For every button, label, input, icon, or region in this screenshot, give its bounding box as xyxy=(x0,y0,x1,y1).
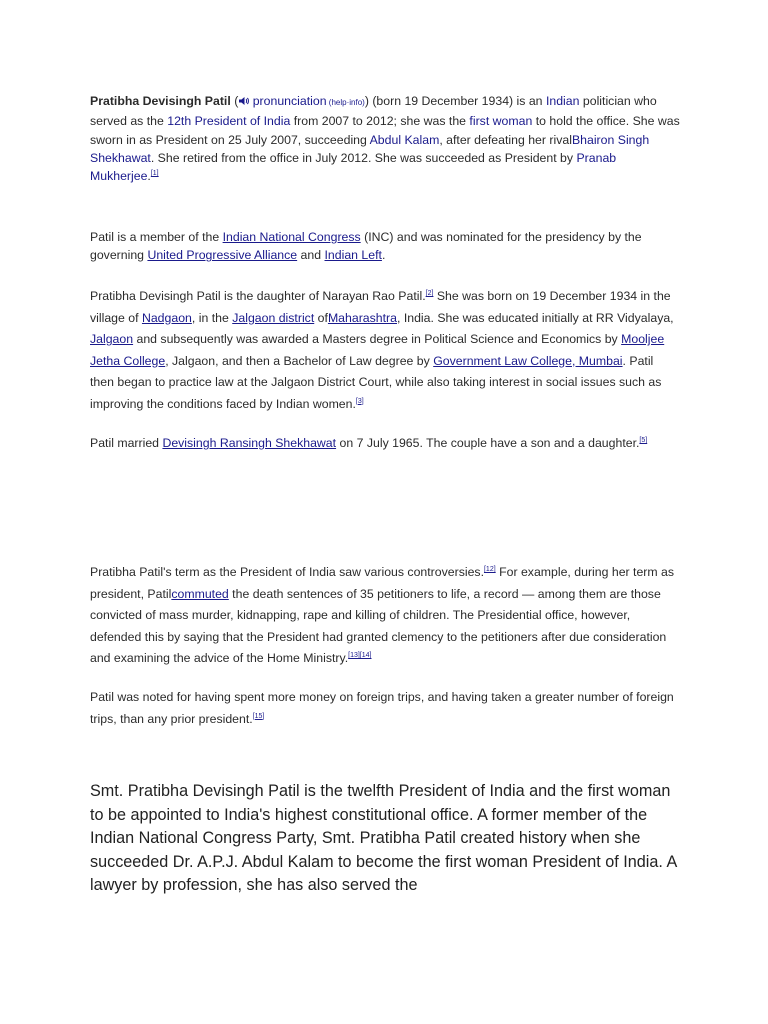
citation-ref[interactable]: [1] xyxy=(150,170,159,178)
citation-ref[interactable]: [5] xyxy=(639,437,648,444)
text-run: ( xyxy=(230,94,239,108)
text-run: . xyxy=(147,169,151,184)
indian-left-link[interactable]: Indian Left xyxy=(324,248,382,263)
text-run: to hold the office. She was sworn in as President on 25 July 2007, succeeding xyxy=(90,114,680,147)
government-law-college-link[interactable]: Government Law College, Mumbai xyxy=(433,353,623,368)
citation-ref[interactable]: [2] xyxy=(425,290,434,297)
president-of-india-link[interactable]: 12th President of India xyxy=(167,114,291,129)
abdul-kalam-link[interactable]: Abdul Kalam xyxy=(369,132,440,147)
text-run: Patil is a member of the xyxy=(90,230,223,244)
pronunciation-link[interactable]: pronunciation xyxy=(252,94,327,108)
inc-link[interactable]: Indian National Congress xyxy=(222,230,361,244)
text-run: (INC) and was nominated for the presidency by the governing xyxy=(90,230,642,263)
text-run: . xyxy=(381,248,386,263)
subject-name: Pratibha Devisingh Patil xyxy=(90,94,231,108)
text-run: Patil married xyxy=(90,436,163,450)
bhairon-singh-link[interactable]: Bhairon Singh Shekhawat xyxy=(90,132,650,165)
lede-paragraph xyxy=(90,92,680,185)
text-run: from 2007 to 2012; she was the xyxy=(290,114,470,129)
text-run: on 7 July 1965. The couple have a son and a daughter. xyxy=(336,436,640,450)
party-paragraph xyxy=(90,228,680,265)
text-run: ) xyxy=(362,98,365,107)
jalgaon-district-link[interactable]: Jalgaon district xyxy=(232,310,315,325)
text-run: Pratibha Patil's term as the President of India saw various controversies. xyxy=(90,565,484,579)
maharashtra-link[interactable]: Maharashtra xyxy=(327,310,397,325)
first-woman-link[interactable]: first woman xyxy=(469,114,533,129)
biography-paragraph: Smt. Pratibha Devisingh Patil is the twelfth President of India and the first woman to be appointed to India's highest constitutional office. A former member of the Indian National Congress Party, Smt. Pratibha Patil created history when she succeeded Dr. A.P.J. Abdul Kalam to become the first woman President of India. A lawyer by profession, she has also served the xyxy=(90,782,677,894)
text-run: She was born on 19 December 1934 in the village of xyxy=(90,289,671,325)
text-run: , after defeating her rival xyxy=(439,132,572,147)
foreign-trips-paragraph xyxy=(90,687,680,730)
early-life-paragraph xyxy=(90,286,680,415)
text-run: . She retired from the office in July 2012. She was succeeded as President by xyxy=(150,150,577,165)
devisingh-shekhawat-link[interactable]: Devisingh Ransingh Shekhawat xyxy=(162,436,337,450)
text-run: and xyxy=(297,248,325,263)
text-run: , in the xyxy=(191,310,233,325)
text-run: Patil was noted for having spent more money on foreign trips, and having taken a greater number of foreign trips, than any prior president. xyxy=(90,690,674,726)
citation-ref[interactable]: [15] xyxy=(252,712,265,720)
text-run: politician who served as the xyxy=(90,94,657,129)
marriage-paragraph xyxy=(90,433,680,455)
text-run: of xyxy=(314,310,328,325)
upa-link[interactable]: United Progressive Alliance xyxy=(147,248,298,263)
text-run: and subsequently was awarded a Masters degree in Political Science and Economics by xyxy=(133,332,622,346)
text-run: ) (born 19 December 1934) is an xyxy=(364,94,546,108)
text-run: the death sentences of 35 petitioners to life, a record — among them are those convicted of mass murder, kidnapping, rape and killing of children. The Presidential office, however, defended this by saying that the President had granted clemency to the petitioners after due consideration and examining the advice of the Home Ministry. xyxy=(90,586,667,665)
controversies-paragraph xyxy=(90,562,680,670)
speaker-icon[interactable] xyxy=(238,96,249,106)
text-run: , India. She was educated initially at RR Vidyalaya, xyxy=(396,310,674,325)
text-run: ( xyxy=(326,98,332,107)
help-info-link[interactable]: help·info xyxy=(331,98,363,107)
text-run: . Patil then began to practice law at the Jalgaon District Court, while also taking interest in social issues such as improving the conditions faced by Indian women. xyxy=(90,353,662,411)
jalgaon-link[interactable]: Jalgaon xyxy=(90,332,134,346)
nadgaon-link[interactable]: Nadgaon xyxy=(141,310,192,325)
commuted-link[interactable]: commuted xyxy=(171,586,229,601)
citation-ref[interactable]: [12] xyxy=(483,566,496,573)
text-run: Pratibha Devisingh Patil is the daughter of Narayan Rao Patil. xyxy=(90,289,426,303)
mooljee-jetha-college-link[interactable]: Mooljee Jetha College xyxy=(90,332,665,368)
text-run: , Jalgaon, and then a Bachelor of Law degree by xyxy=(165,353,434,368)
pranab-mukherjee-link[interactable]: Pranab Mukherjee xyxy=(90,150,617,184)
text-run: For example, during her term as president, Patil xyxy=(90,565,675,601)
citation-ref[interactable]: [13][14] xyxy=(348,652,372,659)
citation-ref[interactable]: [3] xyxy=(355,397,364,405)
indian-link[interactable]: Indian xyxy=(545,94,580,108)
